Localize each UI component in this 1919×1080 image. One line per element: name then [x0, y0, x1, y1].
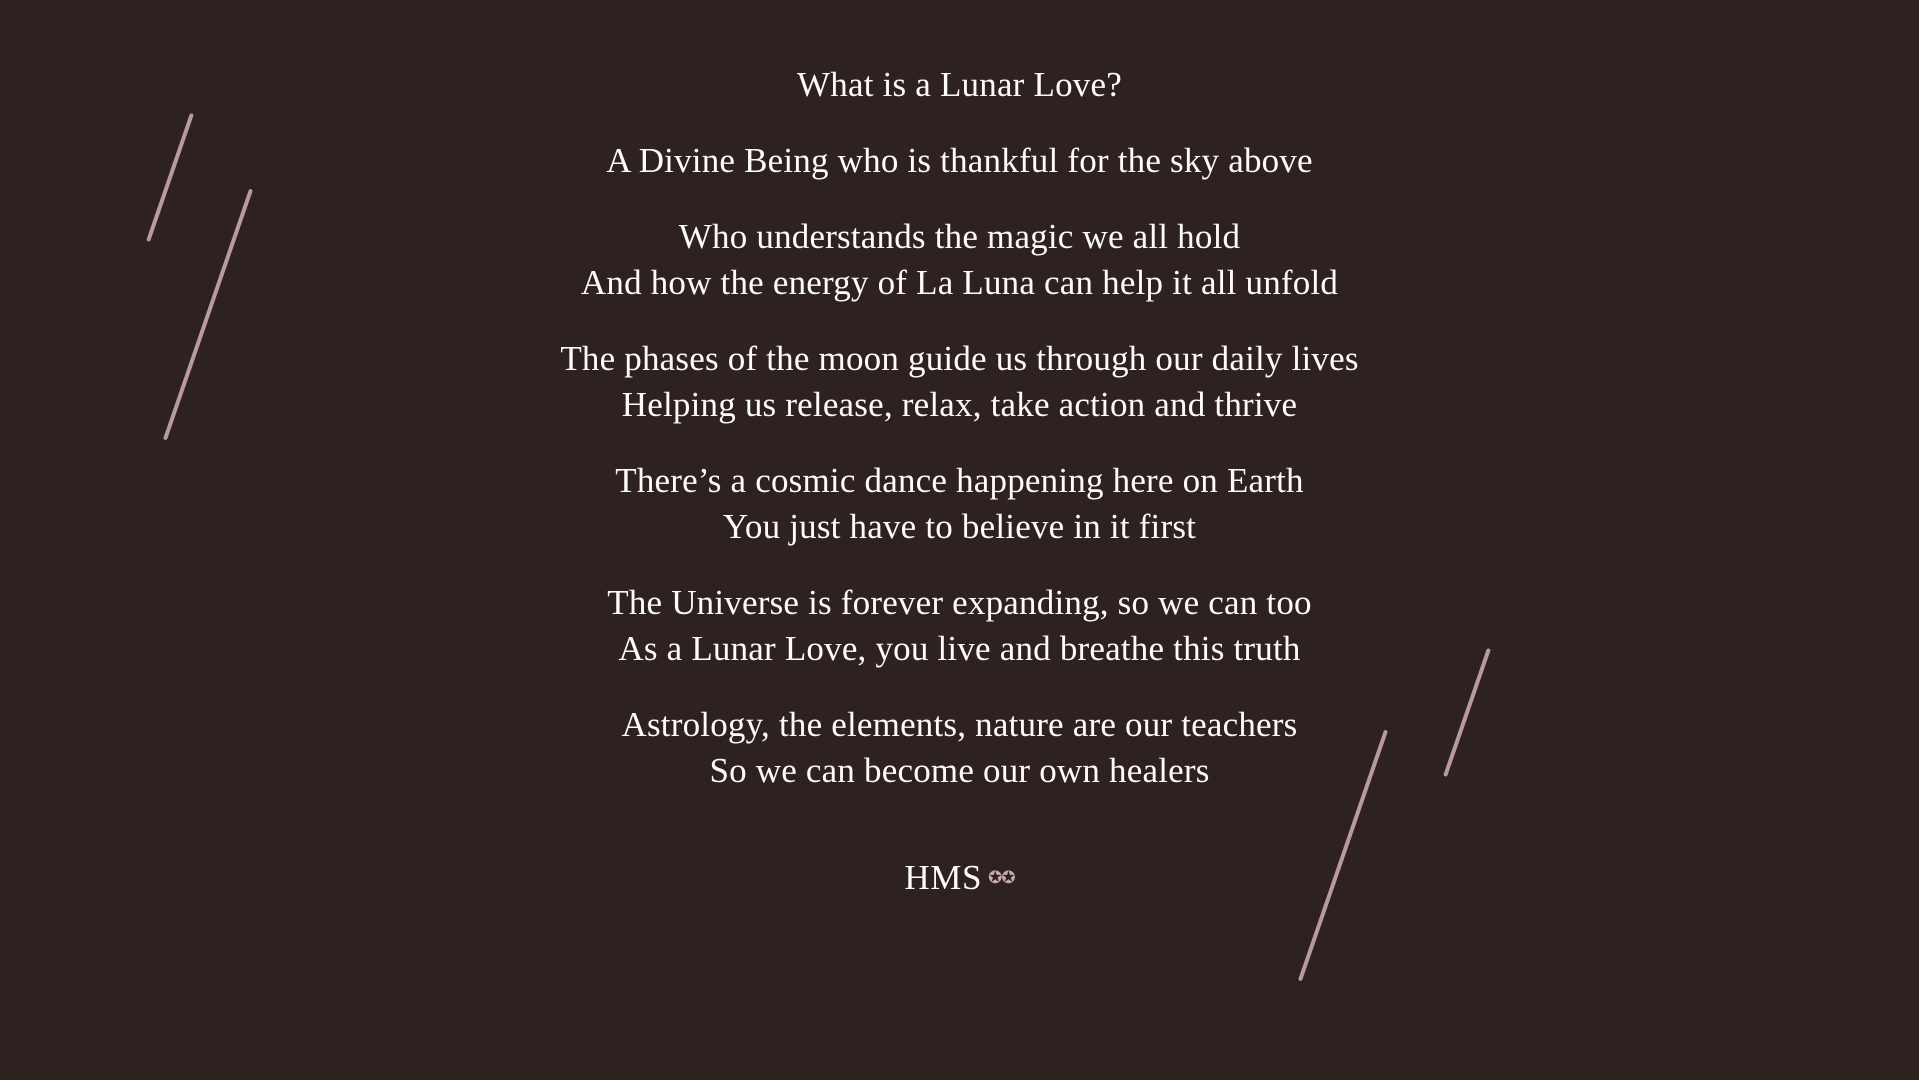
poem-stanza: [0, 336, 1919, 428]
poem-stanza: [0, 458, 1919, 550]
signature: [0, 858, 1919, 898]
poem-line: A Divine Being who is thankful for the sky above: [606, 141, 1313, 180]
poem-body: [0, 62, 1919, 898]
sparkle-star-icon: ✪✪: [988, 868, 1015, 887]
poem-stanza: [0, 702, 1919, 794]
poem-line: You just have to believe in it first: [722, 507, 1197, 546]
poem-line: As a Lunar Love, you live and breathe this truth: [618, 629, 1301, 668]
poem-line: What is a Lunar Love?: [797, 65, 1122, 104]
poem-line: Helping us release, relax, take action and thrive: [621, 385, 1298, 424]
poem-stanza: [0, 138, 1919, 184]
signature-initials: HMS: [904, 858, 983, 897]
poem-line: Who understands the magic we all hold: [678, 217, 1241, 256]
poem-title-stanza: [0, 62, 1919, 108]
poem-stanza: [0, 214, 1919, 306]
poem-line: So we can become our own healers: [709, 751, 1210, 790]
poem-line: And how the energy of La Luna can help it all unfold: [580, 263, 1339, 302]
poem-stanza: [0, 580, 1919, 672]
poem-line: There’s a cosmic dance happening here on Earth: [615, 461, 1304, 500]
poem-line: Astrology, the elements, nature are our teachers: [621, 705, 1298, 744]
poem-line: The Universe is forever expanding, so we can too: [607, 583, 1312, 622]
poem-line: The phases of the moon guide us through our daily lives: [560, 339, 1359, 378]
